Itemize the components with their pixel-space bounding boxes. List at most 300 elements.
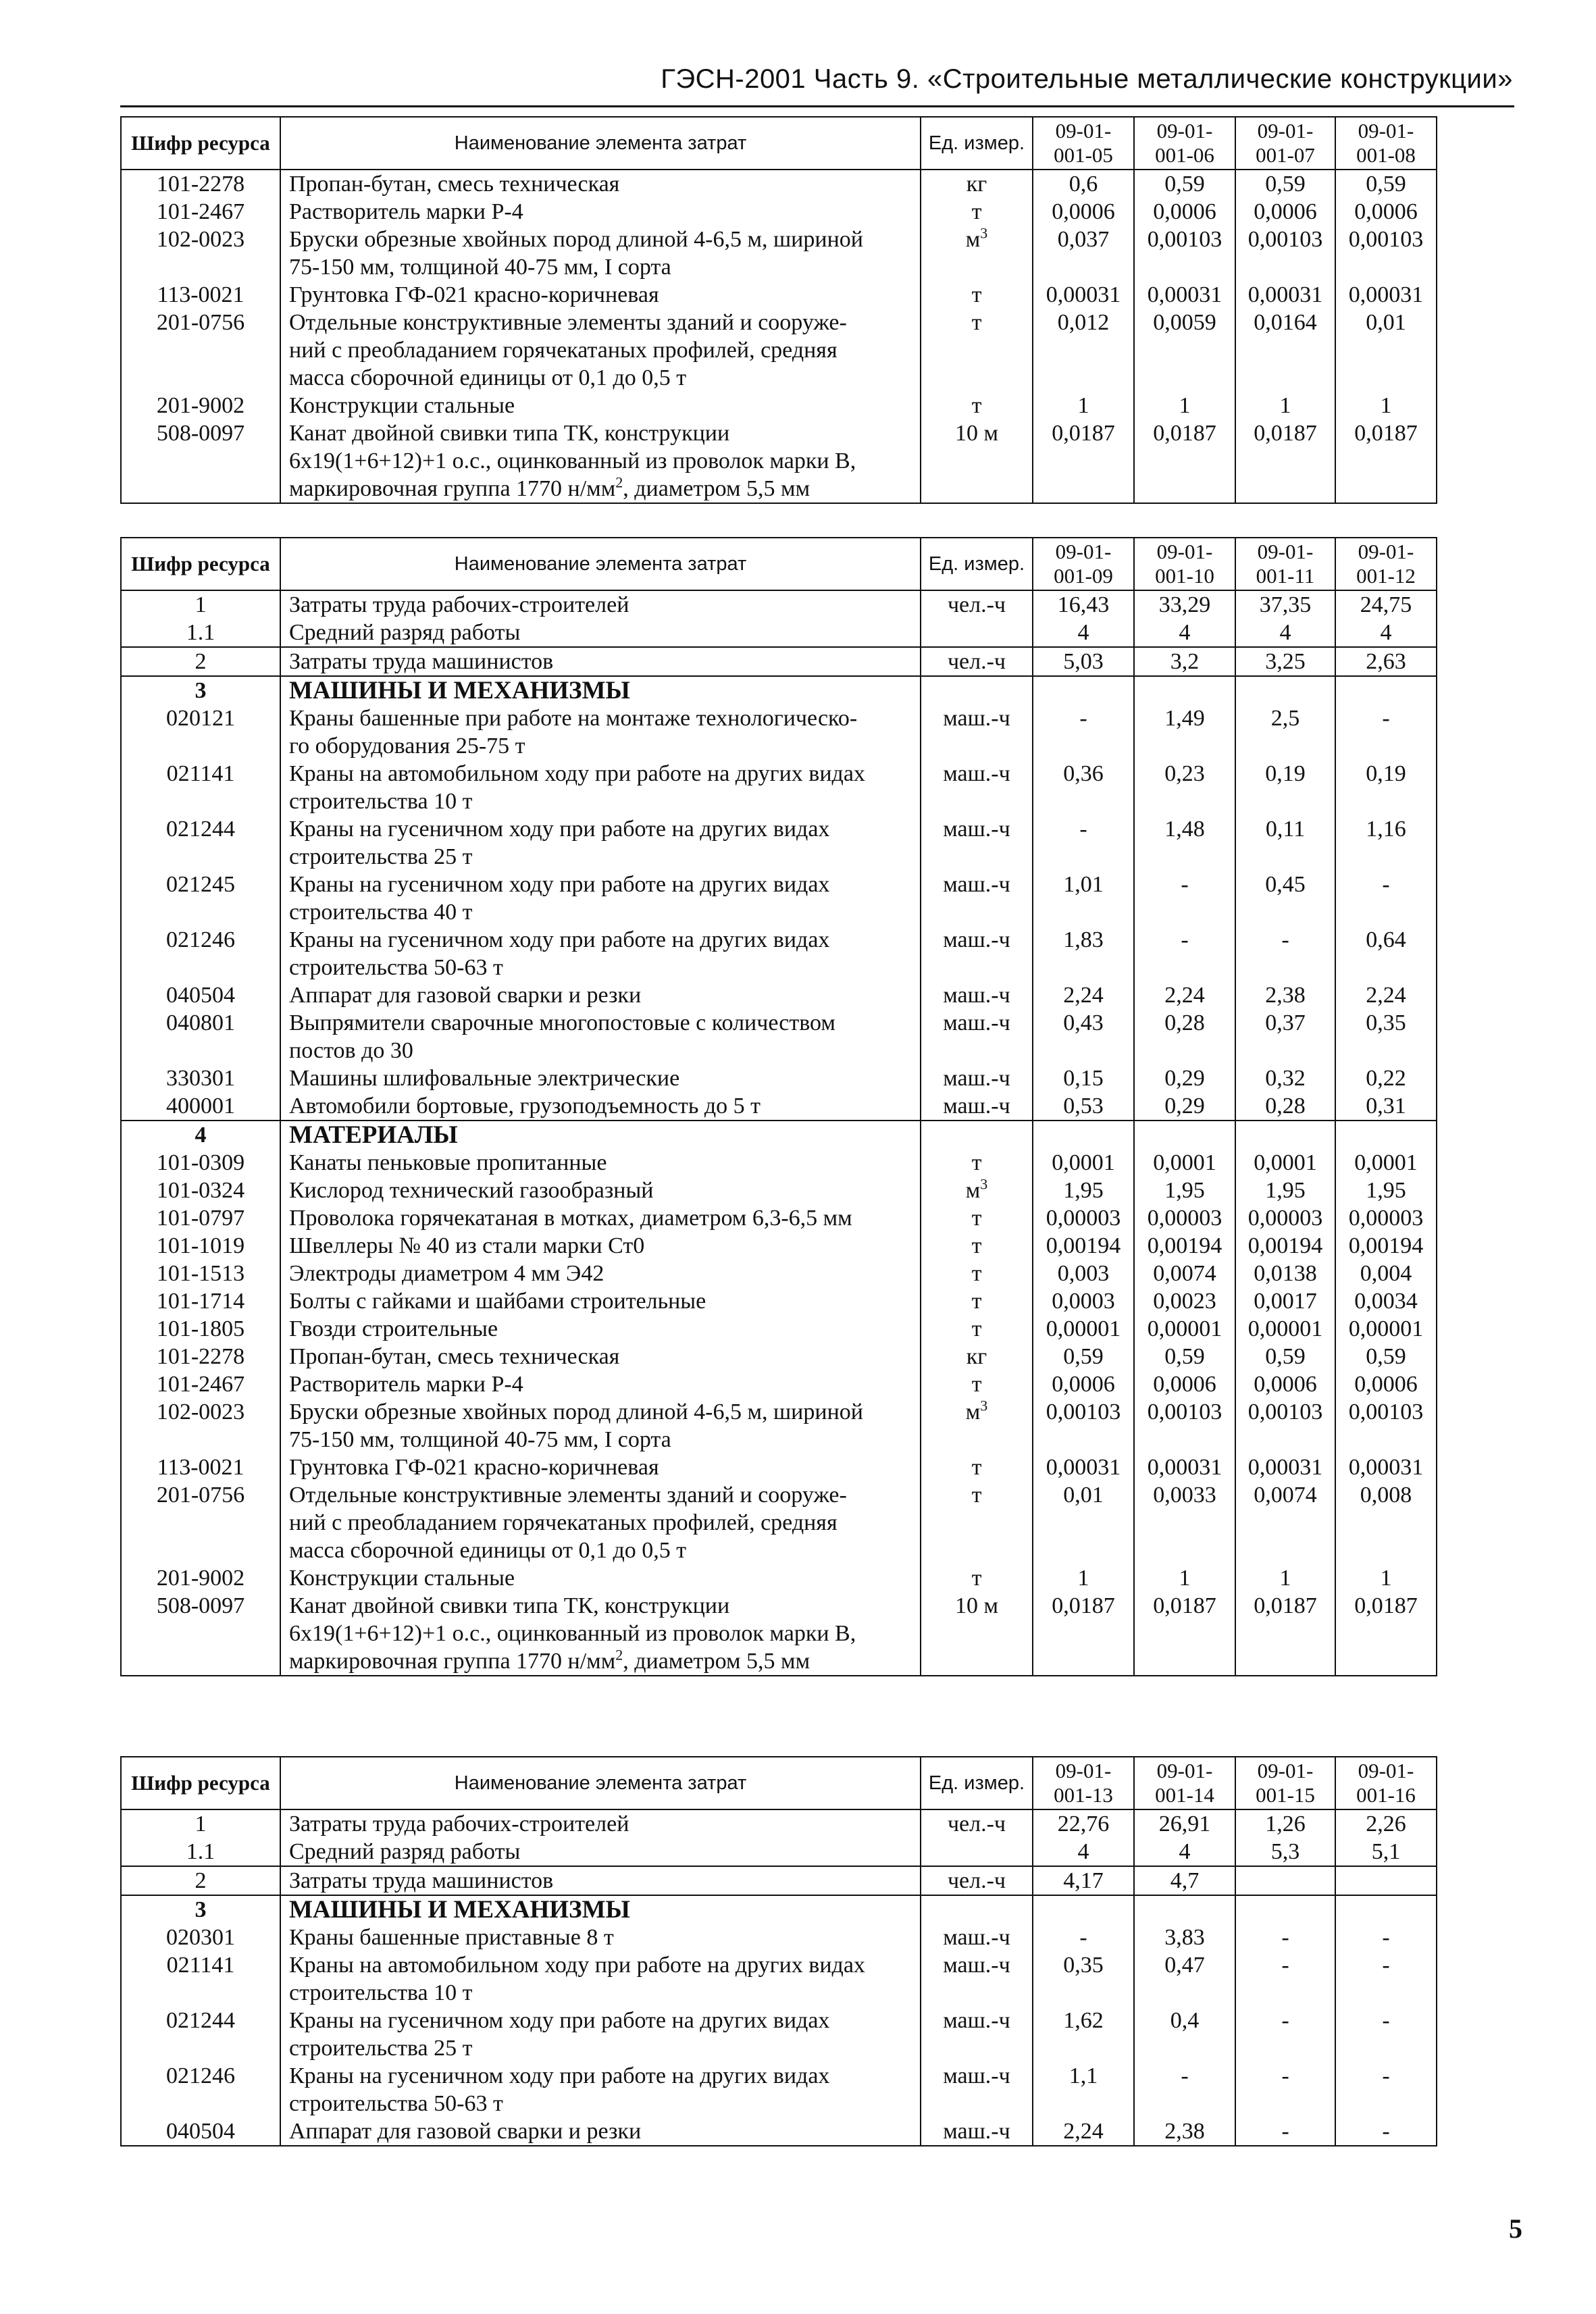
resource-code: 3: [121, 1895, 280, 1924]
norm-value: 0,0023: [1134, 1287, 1235, 1315]
norm-value: -: [1235, 1924, 1335, 1951]
norm-value: 0,00001: [1033, 1315, 1134, 1343]
header-cost-element: Наименование элемента затрат: [280, 538, 921, 590]
cost-element-name: Краны на гусеничном ходу при работе на других видах строительства 25 т: [280, 815, 921, 871]
unit-of-measure: т: [921, 1204, 1033, 1232]
norm-value: 0,0187: [1335, 1592, 1437, 1676]
norm-value: 0,0034: [1335, 1287, 1437, 1315]
norm-value: 4: [1033, 1838, 1134, 1866]
cost-element-name: Болты с гайками и шайбами строительные: [280, 1287, 921, 1315]
resource-code: 2: [121, 647, 280, 676]
norm-value: 0,0187: [1134, 1592, 1235, 1676]
norm-value: 0,64: [1335, 926, 1437, 981]
table-row: [121, 871, 1437, 926]
cost-element-name: Канат двойной свивки типа ТК, конструкции 6х19(1+6+12)+1 о.с., оцинкованный из проволок марки В, маркировочная группа 1770 $н/мм^2$, диаметром 5,5 мм: [280, 419, 921, 503]
unit-of-measure: [921, 619, 1033, 647]
unit-of-measure: кг: [921, 1343, 1033, 1370]
table-row: [121, 198, 1437, 226]
norm-value: 0,00103: [1134, 1398, 1235, 1454]
resource-code: 101-2278: [121, 1343, 280, 1370]
cost-element-name: Краны на гусеничном ходу при работе на других видах строительства 25 т: [280, 2007, 921, 2062]
resource-code: 101-0797: [121, 1204, 280, 1232]
unit-of-measure: т: [921, 1564, 1033, 1592]
norm-value: 0,37: [1235, 1009, 1335, 1064]
unit-of-measure: $м^3$: [921, 1398, 1033, 1454]
resource-code: 040504: [121, 981, 280, 1009]
table-header-row: [121, 1757, 1437, 1809]
norm-value: 2,24: [1335, 981, 1437, 1009]
norm-value: -: [1335, 1924, 1437, 1951]
norm-value: 1: [1335, 1564, 1437, 1592]
header-unit: Ед. измер.: [921, 117, 1033, 170]
cost-element-name: Бруски обрезные хвойных пород длиной 4-6,5 м, шириной 75-150 мм, толщиной 40-75 мм, I сорта: [280, 1398, 921, 1454]
cost-element-name: Кислород технический газообразный: [280, 1177, 921, 1204]
norm-value: 0,0001: [1335, 1149, 1437, 1177]
unit-of-measure: маш.-ч: [921, 760, 1033, 815]
unit-of-measure: маш.-ч: [921, 1092, 1033, 1121]
resource-code: 508-0097: [121, 419, 280, 503]
unit-of-measure: $м^3$: [921, 1177, 1033, 1204]
unit-of-measure: маш.-ч: [921, 2117, 1033, 2146]
unit-of-measure: маш.-ч: [921, 2062, 1033, 2117]
table-row: [121, 760, 1437, 815]
norm-value: 2,26: [1335, 1809, 1437, 1838]
norm-value: 2,5: [1235, 704, 1335, 760]
norm-value: [1235, 1895, 1335, 1924]
norm-value: 0,0187: [1033, 419, 1134, 503]
table-row: [121, 1287, 1437, 1315]
norm-value: 0,00031: [1335, 281, 1437, 309]
norm-value: 0,0074: [1235, 1481, 1335, 1564]
norm-value: 0,19: [1335, 760, 1437, 815]
norm-value: 0,00103: [1335, 1398, 1437, 1454]
norm-value: 0,012: [1033, 309, 1134, 392]
table-row: [121, 1866, 1437, 1895]
table-row: [121, 1204, 1437, 1232]
norm-value: 0,43: [1033, 1009, 1134, 1064]
norm-value: 22,76: [1033, 1809, 1134, 1838]
norm-value: 0,00103: [1134, 226, 1235, 281]
cost-element-name: Швеллеры № 40 из стали марки Ст0: [280, 1232, 921, 1260]
header-norm-code: 09-01- 001-07: [1235, 117, 1335, 170]
table-row: [121, 1260, 1437, 1287]
norm-value: 0,36: [1033, 760, 1134, 815]
norm-value: -: [1335, 1951, 1437, 2007]
norm-value: 5,03: [1033, 647, 1134, 676]
norm-value: 0,0187: [1235, 419, 1335, 503]
cost-element-name: Растворитель марки Р-4: [280, 198, 921, 226]
cost-element-name: Краны на гусеничном ходу при работе на других видах строительства 50-63 т: [280, 926, 921, 981]
norm-value: 0,0187: [1033, 1592, 1134, 1676]
cost-element-name: Затраты труда машинистов: [280, 1866, 921, 1895]
cost-element-name: Затраты труда машинистов: [280, 647, 921, 676]
norm-value: [1134, 1121, 1235, 1149]
norm-value: 0,59: [1033, 1343, 1134, 1370]
resource-code: 021141: [121, 1951, 280, 2007]
header-cost-element: Наименование элемента затрат: [280, 117, 921, 170]
norm-value: 1,26: [1235, 1809, 1335, 1838]
table-row: [121, 281, 1437, 309]
norm-value: 1: [1134, 392, 1235, 419]
norm-value: [1033, 676, 1134, 704]
cost-element-name: Гвозди строительные: [280, 1315, 921, 1343]
table-row: [121, 1370, 1437, 1398]
norm-value: 2,38: [1134, 2117, 1235, 2146]
norm-value: -: [1335, 704, 1437, 760]
norm-value: [1335, 676, 1437, 704]
table-row: [121, 704, 1437, 760]
norm-value: 0,0074: [1134, 1260, 1235, 1287]
norm-value: 2,38: [1235, 981, 1335, 1009]
norm-value: 0,0001: [1235, 1149, 1335, 1177]
cost-element-name: Бруски обрезные хвойных пород длиной 4-6,5 м, шириной 75-150 мм, толщиной 40-75 мм, I сорта: [280, 226, 921, 281]
norm-value: 0,00001: [1235, 1315, 1335, 1343]
header-norm-code: 09-01- 001-15: [1235, 1757, 1335, 1809]
norm-value: 4: [1235, 619, 1335, 647]
norm-value: 5,1: [1335, 1838, 1437, 1866]
unit-of-measure: [921, 1895, 1033, 1924]
cost-element-name: МАШИНЫ И МЕХАНИЗМЫ: [280, 1895, 921, 1924]
cost-element-name: Проволока горячекатаная в мотках, диаметром 6,3-6,5 мм: [280, 1204, 921, 1232]
unit-of-measure: т: [921, 1370, 1033, 1398]
cost-element-name: Краны на автомобильном ходу при работе на других видах строительства 10 т: [280, 1951, 921, 2007]
resource-code: 101-1714: [121, 1287, 280, 1315]
norm-value: 0,29: [1134, 1064, 1235, 1092]
unit-of-measure: т: [921, 1454, 1033, 1481]
norm-value: 0,11: [1235, 815, 1335, 871]
norm-value: -: [1235, 1951, 1335, 2007]
norm-value: 4: [1033, 619, 1134, 647]
unit-of-measure: чел.-ч: [921, 1866, 1033, 1895]
resource-code: 201-0756: [121, 1481, 280, 1564]
norm-value: 2,63: [1335, 647, 1437, 676]
cost-element-name: МАШИНЫ И МЕХАНИЗМЫ: [280, 676, 921, 704]
unit-of-measure: чел.-ч: [921, 1809, 1033, 1838]
cost-element-name: Конструкции стальные: [280, 392, 921, 419]
norm-value: 0,32: [1235, 1064, 1335, 1092]
resource-code: 1.1: [121, 619, 280, 647]
unit-of-measure: маш.-ч: [921, 871, 1033, 926]
unit-of-measure: т: [921, 1149, 1033, 1177]
norm-value: 0,037: [1033, 226, 1134, 281]
norm-value: 0,00031: [1134, 1454, 1235, 1481]
norm-table-3: [120, 1756, 1437, 2146]
table-row: [121, 1454, 1437, 1481]
cost-element-name: Конструкции стальные: [280, 1564, 921, 1592]
resource-code: 021246: [121, 926, 280, 981]
norm-value: 1,48: [1134, 815, 1235, 871]
header-norm-code: 09-01- 001-16: [1335, 1757, 1437, 1809]
norm-value: 1,1: [1033, 2062, 1134, 2117]
unit-of-measure: [921, 676, 1033, 704]
norm-value: 0,00194: [1033, 1232, 1134, 1260]
cost-element-name: Канат двойной свивки типа ТК, конструкции 6х19(1+6+12)+1 о.с., оцинкованный из проволок марки В, маркировочная группа 1770 $н/мм^2$, диаметром 5,5 мм: [280, 1592, 921, 1676]
norm-value: 0,22: [1335, 1064, 1437, 1092]
unit-of-measure: 10 м: [921, 1592, 1033, 1676]
header-norm-code: 09-01- 001-14: [1134, 1757, 1235, 1809]
norm-value: 0,01: [1033, 1481, 1134, 1564]
cost-element-name: Отдельные конструктивные элементы зданий и сооруже- ний с преобладанием горячекатаных профилей, средняя масса сборочной единицы от 0,1 до 0,5 т: [280, 309, 921, 392]
page-header: ГЭСН-2001 Часть 9. «Строительные металлические конструкции»: [661, 64, 1513, 94]
norm-value: 0,00031: [1235, 1454, 1335, 1481]
unit-of-measure: т: [921, 1287, 1033, 1315]
table-row: [121, 1177, 1437, 1204]
table-row: [121, 1315, 1437, 1343]
norm-value: 1,83: [1033, 926, 1134, 981]
norm-value: 0,59: [1335, 170, 1437, 198]
norm-value: 0,23: [1134, 760, 1235, 815]
norm-value: 0,00103: [1235, 226, 1335, 281]
header-norm-code: 09-01- 001-05: [1033, 117, 1134, 170]
norm-value: 3,2: [1134, 647, 1235, 676]
norm-value: 0,0059: [1134, 309, 1235, 392]
resource-code: 1: [121, 590, 280, 619]
norm-value: 0,00003: [1134, 1204, 1235, 1232]
table-row: [121, 226, 1437, 281]
resource-code: 021244: [121, 2007, 280, 2062]
norm-value: 0,00001: [1134, 1315, 1235, 1343]
table-row: [121, 619, 1437, 647]
table-row: [121, 1149, 1437, 1177]
norm-value: 0,0006: [1134, 198, 1235, 226]
unit-of-measure: маш.-ч: [921, 1009, 1033, 1064]
header-norm-code: 09-01- 001-06: [1134, 117, 1235, 170]
cost-element-name: Пропан-бутан, смесь техническая: [280, 170, 921, 198]
unit-of-measure: маш.-ч: [921, 926, 1033, 981]
resource-code: 2: [121, 1866, 280, 1895]
cost-element-name: Выпрямители сварочные многопостовые с количеством постов до 30: [280, 1009, 921, 1064]
table-row: [121, 1232, 1437, 1260]
norm-value: 0,00031: [1134, 281, 1235, 309]
norm-table-2: [120, 537, 1437, 1676]
resource-code: 330301: [121, 1064, 280, 1092]
norm-value: -: [1134, 2062, 1235, 2117]
section-row: [121, 1121, 1437, 1149]
norm-value: 0,00003: [1335, 1204, 1437, 1232]
norm-value: 0,003: [1033, 1260, 1134, 1287]
norm-value: 0,004: [1335, 1260, 1437, 1287]
table-row: [121, 2007, 1437, 2062]
norm-value: 0,0006: [1235, 1370, 1335, 1398]
cost-element-name: МАТЕРИАЛЫ: [280, 1121, 921, 1149]
norm-value: 0,35: [1335, 1009, 1437, 1064]
norm-value: 0,0006: [1033, 1370, 1134, 1398]
norm-value: 0,0001: [1033, 1149, 1134, 1177]
resource-code: 101-1513: [121, 1260, 280, 1287]
norm-value: 0,35: [1033, 1951, 1134, 2007]
unit-of-measure: т: [921, 281, 1033, 309]
header-unit: Ед. измер.: [921, 1757, 1033, 1809]
norm-value: 0,0164: [1235, 309, 1335, 392]
norm-value: 0,59: [1134, 170, 1235, 198]
norm-value: -: [1335, 2007, 1437, 2062]
norm-value: 1: [1335, 392, 1437, 419]
norm-value: 5,3: [1235, 1838, 1335, 1866]
norm-value: -: [1033, 704, 1134, 760]
norm-value: 0,0006: [1235, 198, 1335, 226]
resource-code: 021246: [121, 2062, 280, 2117]
resource-code: 508-0097: [121, 1592, 280, 1676]
resource-code: 1.1: [121, 1838, 280, 1866]
header-norm-code: 09-01- 001-10: [1134, 538, 1235, 590]
norm-value: 0,28: [1134, 1009, 1235, 1064]
resource-code: 113-0021: [121, 281, 280, 309]
table-row: [121, 1838, 1437, 1866]
norm-value: [1335, 1895, 1437, 1924]
norm-value: 1,95: [1134, 1177, 1235, 1204]
resource-code: 3: [121, 676, 280, 704]
norm-value: -: [1134, 926, 1235, 981]
norm-value: 1,01: [1033, 871, 1134, 926]
norm-value: 0,4: [1134, 2007, 1235, 2062]
table-row: [121, 1009, 1437, 1064]
norm-value: 1,16: [1335, 815, 1437, 871]
table-row: [121, 1592, 1437, 1676]
page-number: 5: [1509, 2213, 1522, 2244]
norm-value: 1: [1235, 392, 1335, 419]
norm-value: 24,75: [1335, 590, 1437, 619]
norm-value: 0,59: [1134, 1343, 1235, 1370]
table-row: [121, 1092, 1437, 1121]
header-norm-code: 09-01- 001-09: [1033, 538, 1134, 590]
resource-code: 040504: [121, 2117, 280, 2146]
unit-of-measure: маш.-ч: [921, 704, 1033, 760]
norm-value: -: [1335, 2117, 1437, 2146]
cost-element-name: Краны на автомобильном ходу при работе на других видах строительства 10 т: [280, 760, 921, 815]
header-norm-code: 09-01- 001-13: [1033, 1757, 1134, 1809]
table-row: [121, 1924, 1437, 1951]
cost-element-name: Аппарат для газовой сварки и резки: [280, 2117, 921, 2146]
norm-value: 37,35: [1235, 590, 1335, 619]
norm-value: 0,00003: [1235, 1204, 1335, 1232]
norm-value: 0,0017: [1235, 1287, 1335, 1315]
norm-value: 0,31: [1335, 1092, 1437, 1121]
table-row: [121, 170, 1437, 198]
resource-code: 101-1805: [121, 1315, 280, 1343]
header-norm-code: 09-01- 001-08: [1335, 117, 1437, 170]
table-row: [121, 981, 1437, 1009]
norm-value: 4,7: [1134, 1866, 1235, 1895]
table-row: [121, 647, 1437, 676]
norm-value: 2,24: [1033, 981, 1134, 1009]
norm-value: 0,0138: [1235, 1260, 1335, 1287]
resource-code: 101-1019: [121, 1232, 280, 1260]
norm-value: 0,45: [1235, 871, 1335, 926]
cost-element-name: Грунтовка ГФ-021 красно-коричневая: [280, 281, 921, 309]
norm-value: 1: [1033, 392, 1134, 419]
norm-value: 4: [1134, 1838, 1235, 1866]
norm-value: 3,25: [1235, 647, 1335, 676]
norm-value: 1: [1033, 1564, 1134, 1592]
norm-value: -: [1033, 815, 1134, 871]
norm-value: 0,59: [1235, 170, 1335, 198]
norm-value: 0,00194: [1335, 1232, 1437, 1260]
norm-value: -: [1235, 2007, 1335, 2062]
norm-value: 0,59: [1235, 1343, 1335, 1370]
norm-value: 2,24: [1134, 981, 1235, 1009]
table-row: [121, 309, 1437, 392]
resource-code: 400001: [121, 1092, 280, 1121]
norm-value: 26,91: [1134, 1809, 1235, 1838]
resource-code: 102-0023: [121, 1398, 280, 1454]
norm-value: [1033, 1121, 1134, 1149]
norm-value: 1: [1134, 1564, 1235, 1592]
norm-value: [1235, 1866, 1335, 1895]
norm-value: 0,0003: [1033, 1287, 1134, 1315]
norm-value: 1,95: [1033, 1177, 1134, 1204]
header-rule: [120, 105, 1514, 107]
norm-value: 0,0006: [1335, 198, 1437, 226]
unit-of-measure: [921, 1121, 1033, 1149]
norm-value: 4: [1134, 619, 1235, 647]
cost-element-name: Канаты пеньковые пропитанные: [280, 1149, 921, 1177]
norm-value: 0,19: [1235, 760, 1335, 815]
norm-value: -: [1033, 1924, 1134, 1951]
norm-value: 3,83: [1134, 1924, 1235, 1951]
unit-of-measure: маш.-ч: [921, 815, 1033, 871]
cost-element-name: Краны башенные при работе на монтаже технологическо- го оборудования 25-75 т: [280, 704, 921, 760]
resource-code: 021245: [121, 871, 280, 926]
table-row: [121, 1809, 1437, 1838]
norm-value: 0,0006: [1335, 1370, 1437, 1398]
cost-element-name: Аппарат для газовой сварки и резки: [280, 981, 921, 1009]
unit-of-measure: т: [921, 198, 1033, 226]
unit-of-measure: маш.-ч: [921, 1924, 1033, 1951]
unit-of-measure: т: [921, 1232, 1033, 1260]
norm-value: 0,15: [1033, 1064, 1134, 1092]
norm-table-1: [120, 116, 1437, 504]
table-row: [121, 1398, 1437, 1454]
norm-value: 0,29: [1134, 1092, 1235, 1121]
norm-value: 0,59: [1335, 1343, 1437, 1370]
norm-value: 0,00031: [1235, 281, 1335, 309]
norm-value: 2,24: [1033, 2117, 1134, 2146]
norm-value: 1,95: [1235, 1177, 1335, 1204]
cost-element-name: Затраты труда рабочих-строителей: [280, 590, 921, 619]
cost-element-name: Грунтовка ГФ-021 красно-коричневая: [280, 1454, 921, 1481]
cost-element-name: Машины шлифовальные электрические: [280, 1064, 921, 1092]
resource-code: 113-0021: [121, 1454, 280, 1481]
cost-element-name: Затраты труда рабочих-строителей: [280, 1809, 921, 1838]
norm-value: 0,01: [1335, 309, 1437, 392]
norm-value: 0,00003: [1033, 1204, 1134, 1232]
resource-code: 101-0324: [121, 1177, 280, 1204]
norm-value: 1,95: [1335, 1177, 1437, 1204]
norm-value: 0,00194: [1235, 1232, 1335, 1260]
header-norm-code: 09-01- 001-12: [1335, 538, 1437, 590]
norm-value: [1134, 1895, 1235, 1924]
cost-element-name: Растворитель марки Р-4: [280, 1370, 921, 1398]
cost-element-name: Средний разряд работы: [280, 619, 921, 647]
cost-element-name: Пропан-бутан, смесь техническая: [280, 1343, 921, 1370]
unit-of-measure: кг: [921, 170, 1033, 198]
unit-of-measure: чел.-ч: [921, 647, 1033, 676]
cost-element-name: Краны на гусеничном ходу при работе на других видах строительства 50-63 т: [280, 2062, 921, 2117]
norm-value: 0,0187: [1134, 419, 1235, 503]
table-row: [121, 590, 1437, 619]
norm-value: 0,0187: [1335, 419, 1437, 503]
header-resource-code: Шифр ресурса: [121, 117, 280, 170]
norm-value: 0,0033: [1134, 1481, 1235, 1564]
norm-value: 4: [1335, 619, 1437, 647]
section-row: [121, 1895, 1437, 1924]
header-cost-element: Наименование элемента затрат: [280, 1757, 921, 1809]
norm-value: -: [1235, 926, 1335, 981]
unit-of-measure: чел.-ч: [921, 590, 1033, 619]
table-row: [121, 1564, 1437, 1592]
norm-value: [1235, 676, 1335, 704]
norm-value: 1: [1235, 1564, 1335, 1592]
